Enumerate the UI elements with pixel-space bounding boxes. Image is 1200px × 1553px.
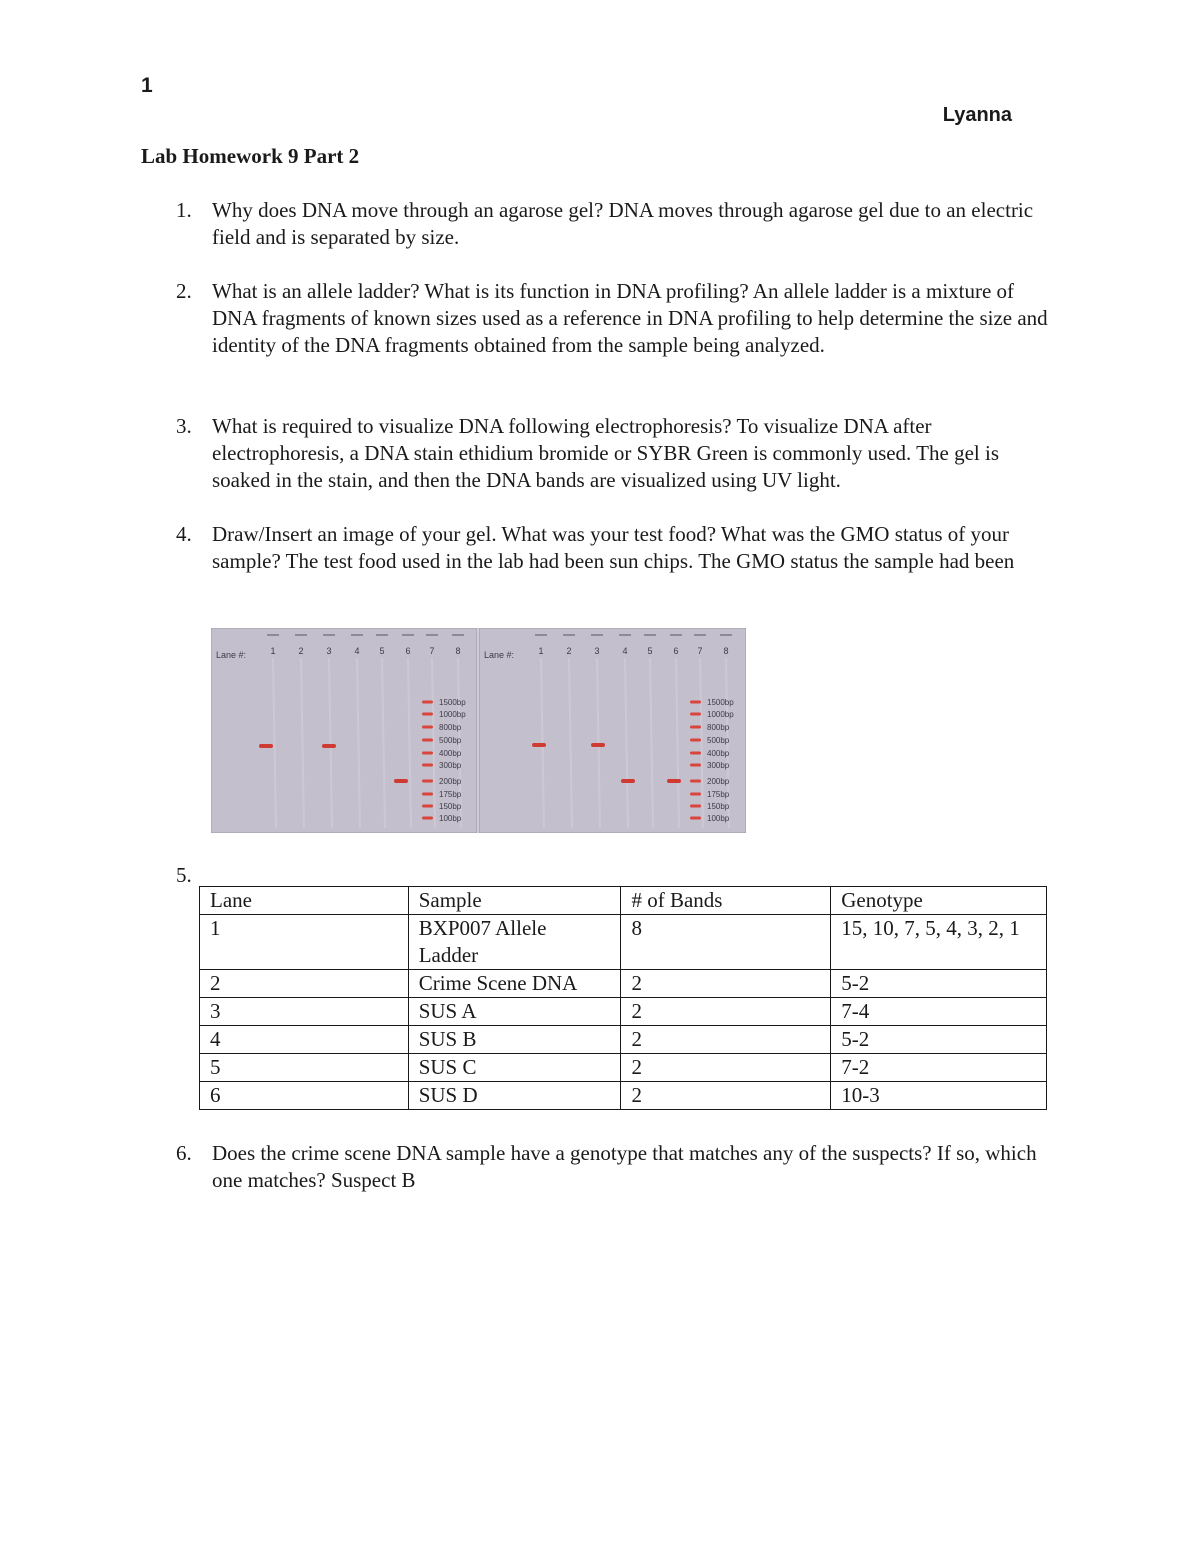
table-row (200, 970, 1047, 998)
table-cell: SUS D (408, 1082, 621, 1110)
table-cell: 4 (200, 1026, 409, 1054)
gel-well (563, 634, 575, 636)
ladder-band (422, 805, 433, 808)
table-row (200, 1054, 1047, 1082)
dna-band (667, 779, 681, 783)
ladder-band (690, 764, 701, 767)
question-6 (176, 1140, 1056, 1194)
table-cell: 2 (621, 998, 831, 1026)
question-2 (176, 278, 1056, 359)
table-row (200, 915, 1047, 970)
question-text: Does the crime scene DNA sample have a genotype that matches any of the suspects? If so, which one matches? Suspect B (212, 1141, 1037, 1192)
header-cell-bands: # of Bands (621, 887, 831, 915)
ladder-label: 300bp (707, 761, 730, 770)
header-cell-genotype: Genotype (831, 887, 1047, 915)
gel-well (619, 634, 631, 636)
ladder-band (690, 701, 701, 704)
document-title: Lab Homework 9 Part 2 (141, 144, 360, 168)
gel-well (402, 634, 414, 636)
table-row (200, 1026, 1047, 1054)
table-cell: 3 (200, 998, 409, 1026)
gel-well (295, 634, 307, 636)
lane-number: 4 (622, 646, 628, 656)
ladder-label: 100bp (439, 814, 462, 823)
table-cell: 15, 10, 7, 5, 4, 3, 2, 1 (831, 915, 1047, 970)
question-number: 4. (176, 522, 192, 546)
lane-label: Lane #: (484, 650, 515, 660)
gel-well (323, 634, 335, 636)
ladder-label: 175bp (439, 790, 462, 799)
ladder-label: 1500bp (707, 698, 734, 707)
lane-number: 1 (270, 646, 276, 656)
lane-number: 7 (429, 646, 435, 656)
page-number: 1 (141, 74, 153, 97)
ladder-label: 800bp (707, 723, 730, 732)
ladder-band (690, 805, 701, 808)
lane-number: 5 (647, 646, 653, 656)
gel-well (670, 634, 682, 636)
ladder-label: 400bp (707, 749, 730, 758)
ladder-band (422, 726, 433, 729)
ladder-label: 150bp (439, 802, 462, 811)
author-name: Lyanna (942, 104, 1012, 126)
question-number: 1. (176, 198, 192, 222)
lane-number: 3 (326, 646, 332, 656)
ladder-band (690, 726, 701, 729)
question-number: 3. (176, 414, 192, 438)
gel-background (479, 628, 746, 833)
lane-number: 8 (723, 646, 729, 656)
gel-photo-pair (211, 628, 746, 833)
ladder-label: 1000bp (439, 710, 466, 719)
gel-well (644, 634, 656, 636)
dna-band (621, 779, 635, 783)
gel-well (351, 634, 363, 636)
table-cell: BXP007 Allele Ladder (408, 915, 621, 970)
question-number: 2. (176, 279, 192, 303)
gel-well (694, 634, 706, 636)
table-cell: Crime Scene DNA (408, 970, 621, 998)
ladder-label: 500bp (707, 736, 730, 745)
question-number: 6. (176, 1141, 192, 1165)
gel-well (452, 634, 464, 636)
lane-number: 2 (566, 646, 572, 656)
genotype-table (199, 886, 1047, 1110)
gel-well (591, 634, 603, 636)
question-3 (176, 413, 1056, 494)
lane-number: 6 (673, 646, 679, 656)
ladder-band (422, 701, 433, 704)
table-cell: 2 (621, 1082, 831, 1110)
table-cell: 2 (621, 970, 831, 998)
table-cell: 8 (621, 915, 831, 970)
gel-well (376, 634, 388, 636)
ladder-band (690, 739, 701, 742)
table-cell: 5-2 (831, 1026, 1047, 1054)
gel-well (426, 634, 438, 636)
ladder-band (422, 817, 433, 820)
header-cell-lane: Lane (200, 887, 409, 915)
table-cell: SUS A (408, 998, 621, 1026)
table-cell: 2 (200, 970, 409, 998)
lane-number: 7 (697, 646, 703, 656)
lane-number: 4 (354, 646, 360, 656)
table-body (200, 887, 1047, 1110)
table-cell: 7-2 (831, 1054, 1047, 1082)
ladder-label: 300bp (439, 761, 462, 770)
table-cell: 1 (200, 915, 409, 970)
table-cell: 2 (621, 1054, 831, 1082)
table-cell: 10-3 (831, 1082, 1047, 1110)
ladder-label: 1000bp (707, 710, 734, 719)
lane-number: 1 (538, 646, 544, 656)
ladder-label: 150bp (707, 802, 730, 811)
table-row (200, 998, 1047, 1026)
ladder-label: 175bp (707, 790, 730, 799)
lane-number: 8 (455, 646, 461, 656)
table-cell: 5-2 (831, 970, 1047, 998)
question-text: What is required to visualize DNA following electrophoresis? To visualize DNA after electrophoresis, a DNA stain ethidium bromide or SYBR Green is commonly used. The gel is soaked in the stain, and then the DNA bands are visualized using UV light. (212, 414, 999, 492)
question-text: Draw/Insert an image of your gel. What was your test food? What was the GMO status of your sample? The test food used in the lab had been sun chips. The GMO status the sample had been (212, 522, 1015, 573)
ladder-band (690, 817, 701, 820)
table-cell: SUS C (408, 1054, 621, 1082)
table-cell: 7-4 (831, 998, 1047, 1026)
table-row (200, 1082, 1047, 1110)
ladder-band (690, 752, 701, 755)
ladder-band (422, 739, 433, 742)
ladder-band (690, 713, 701, 716)
dna-band (591, 743, 605, 747)
item-5-number: 5. (176, 863, 192, 887)
question-4 (176, 521, 1056, 575)
question-text: What is an allele ladder? What is its function in DNA profiling? An allele ladder is a mixture of DNA fragments of known sizes used as a reference in DNA profiling to help determine the size and identity of the DNA fragments obtained from the sample being analyzed. (212, 279, 1048, 357)
dna-band (532, 743, 546, 747)
gel-well (535, 634, 547, 636)
ladder-band (422, 780, 433, 783)
lane-label: Lane #: (216, 650, 247, 660)
gel-images (211, 628, 746, 833)
dna-band (322, 744, 336, 748)
table-cell: 6 (200, 1082, 409, 1110)
ladder-label: 800bp (439, 723, 462, 732)
lane-number: 5 (379, 646, 385, 656)
table-cell: SUS B (408, 1026, 621, 1054)
gel-well (720, 634, 732, 636)
ladder-band (422, 713, 433, 716)
ladder-label: 200bp (439, 777, 462, 786)
question-text: Why does DNA move through an agarose gel? DNA moves through agarose gel due to an electric field and is separated by size. (212, 198, 1034, 249)
table-cell: 2 (621, 1026, 831, 1054)
ladder-band (422, 793, 433, 796)
ladder-label: 500bp (439, 736, 462, 745)
ladder-band (422, 764, 433, 767)
lane-number: 2 (298, 646, 304, 656)
gel-background (211, 628, 477, 833)
header-cell-sample: Sample (408, 887, 621, 915)
ladder-band (690, 793, 701, 796)
ladder-label: 100bp (707, 814, 730, 823)
ladder-label: 200bp (707, 777, 730, 786)
lane-number: 6 (405, 646, 411, 656)
lane-number: 3 (594, 646, 600, 656)
ladder-band (422, 752, 433, 755)
table-cell: 5 (200, 1054, 409, 1082)
dna-band (394, 779, 408, 783)
question-1 (176, 197, 1056, 251)
table-header-row (200, 887, 1047, 915)
ladder-label: 1500bp (439, 698, 466, 707)
dna-band (259, 744, 273, 748)
ladder-label: 400bp (439, 749, 462, 758)
ladder-band (690, 780, 701, 783)
gel-well (267, 634, 279, 636)
